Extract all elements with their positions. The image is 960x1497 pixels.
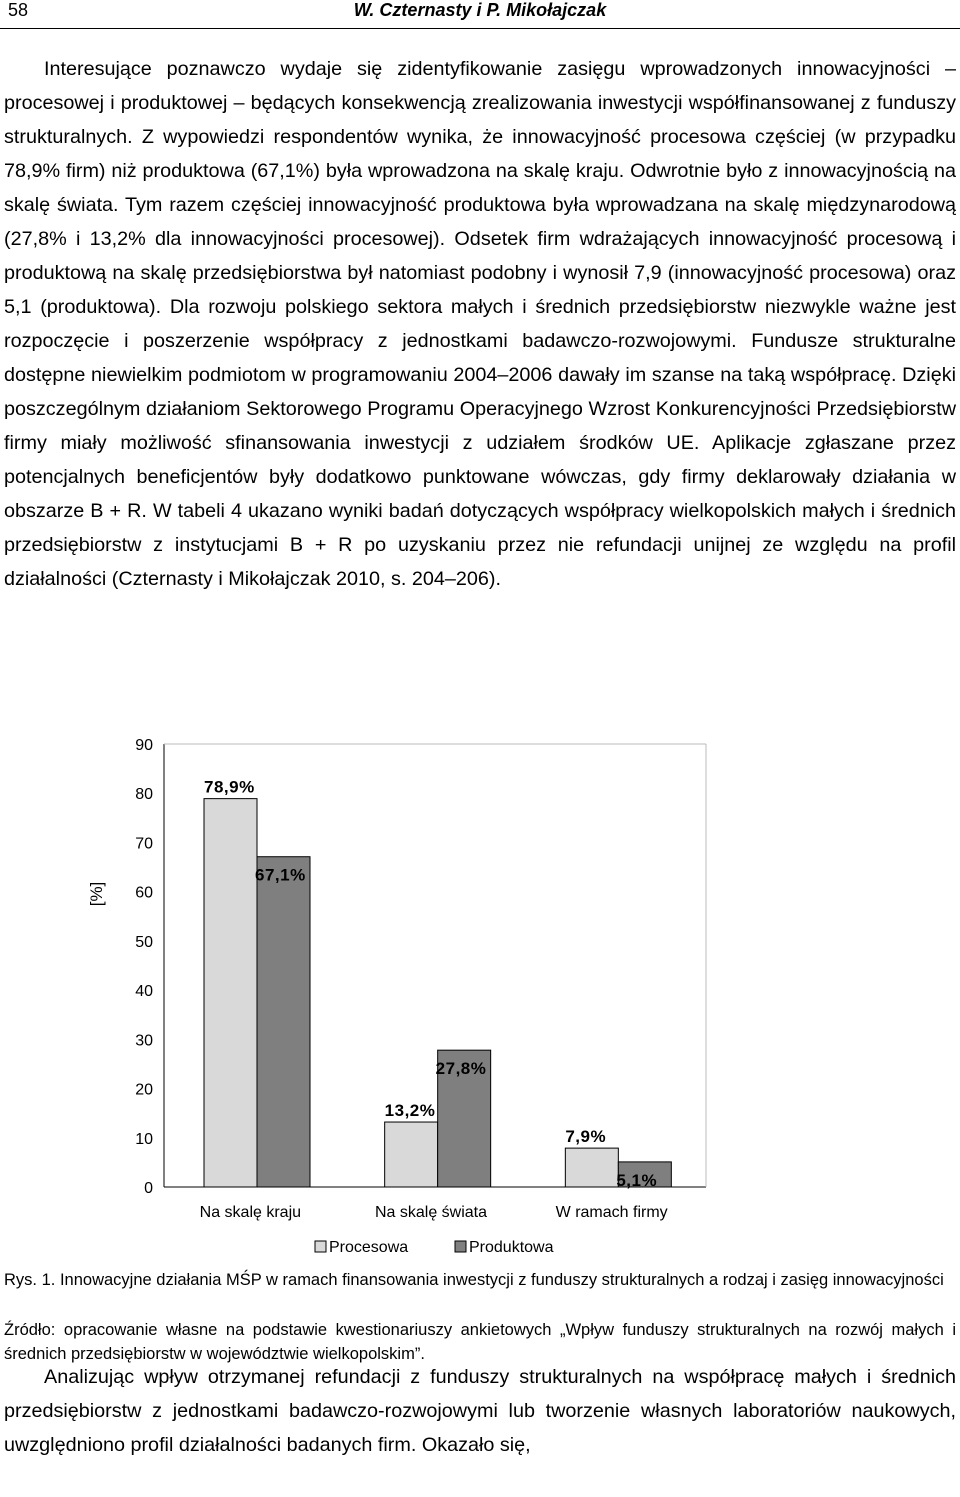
data-label: 5,1% xyxy=(616,1170,658,1190)
page-header xyxy=(0,0,960,29)
y-tick-label: 80 xyxy=(135,786,153,804)
y-tick-label: 30 xyxy=(135,1032,153,1050)
body-paragraph-2: Analizując wpływ otrzymanej refundacji z funduszy strukturalnych na współpracę małych i średnich przedsiębiorstw z jednostkami badawczo-rozwojowymi lub tworzenie własnych laboratoriów naukowych, uwzględniono profil działalności badanych firm. Okazało się, xyxy=(4,1366,956,1456)
legend-swatch xyxy=(315,1241,326,1252)
data-label: 7,9% xyxy=(565,1127,607,1147)
y-tick-label: 40 xyxy=(135,983,153,1001)
x-tick-label: Na skalę kraju xyxy=(199,1204,302,1221)
y-axis-label: [%] xyxy=(87,881,106,907)
y-tick-label: 50 xyxy=(135,933,153,951)
bar-produktowa xyxy=(257,857,310,1187)
y-tick-label: 0 xyxy=(144,1180,153,1197)
x-tick-label: Na skalę świata xyxy=(374,1204,488,1221)
data-label: 27,8% xyxy=(435,1059,487,1079)
caption-text: Innowacyjne działania MŚP w ramach finansowania inwestycji z funduszy strukturalnych a rodzaj i zasięg innowacyjności xyxy=(59,1271,944,1289)
legend-label: Produktowa xyxy=(469,1239,554,1256)
y-tick-label: 10 xyxy=(135,1130,153,1148)
body-paragraph-1: Interesujące poznawczo wydaje się zidentyfikowanie zasięgu wprowadzonych innowacyjności – procesowej i produktowej – będących konsekwencją zrealizowania inwestycji współfinansowanej z funduszy strukturalnych. Z wypowiedzi respondentów wynika, że innowacyjność procesowa częściej (w przypadku 78,9% firm) niż produktowa (67,1%) była wprowadzona na skalę kraju. Odwrotnie było z innowacyjnością na skalę świata. Tym razem częściej innowacyjność produktowa była wprowadzana na skalę międzynarodową (27,8% i 13,2% dla innowacyjności procesowej). Odsetek firm wdrażających innowacyjność procesową i produktową na skalę przedsiębiorstwa był natomiast podobny i wynosił 7,9 (innowacyjność procesowa) oraz 5,1 (produktowa). Dla rozwoju polskiego sektora małych i średnich przedsiębiorstw niezwykle ważne jest rozpoczęcie i poszerzenie współpracy z jednostkami badawczo-rozwojowymi. Fundusze strukturalne dostępne niewielkim podmiotom w programowaniu 2004–2006 dawały im szanse na taką współpracę. Dzięki poszczególnym działaniom Sektorowego Programu Operacyjnego Wzrost Konkurencyjności Przedsiębiorstw firmy miały możliwość sfinansowania inwestycji z udziałem środków UE. Aplikacje zgłaszane przez potencjalnych beneficjentów były dodatkowo punktowane wówczas, gdy firmy deklarowały działania w obszarze B + R. W tabeli 4 ukazano wyniki badań dotyczących współpracy wielkopolskich małych i średnich przedsiębiorstw z instytucjami B + R po uzyskaniu przez nie refundacji unijnej ze względu na profil działalności (Czternasty i Mikołajczak 2010, s. 204–206). xyxy=(4,58,956,590)
figure-caption xyxy=(4,1268,956,1292)
bar-chart xyxy=(70,732,720,1262)
y-tick-label: 20 xyxy=(135,1081,153,1099)
x-tick-label: W ramach firmy xyxy=(555,1204,668,1221)
legend-label: Procesowa xyxy=(329,1239,409,1256)
legend-swatch xyxy=(455,1241,466,1252)
page-number: 58 xyxy=(8,0,29,20)
bar-procesowa xyxy=(565,1148,618,1187)
bar-procesowa xyxy=(385,1122,438,1187)
y-tick-label: 70 xyxy=(135,835,153,853)
y-tick-label: 90 xyxy=(135,737,153,754)
running-head: W. Czternasty i P. Mikołajczak xyxy=(353,0,607,20)
bar-procesowa xyxy=(204,799,257,1187)
data-label: 67,1% xyxy=(255,865,306,885)
figure-source: Źródło: opracowanie własne na podstawie kwestionariuszy ankietowych „Wpływ funduszy strukturalnych na rozwój małych i średnich przedsiębiorstw w województwie wielkopolskim”. xyxy=(4,1321,956,1363)
y-tick-label: 60 xyxy=(135,884,153,902)
data-label: 78,9% xyxy=(204,777,255,797)
caption-label: Rys. 1. xyxy=(4,1271,56,1289)
data-label: 13,2% xyxy=(384,1101,436,1121)
